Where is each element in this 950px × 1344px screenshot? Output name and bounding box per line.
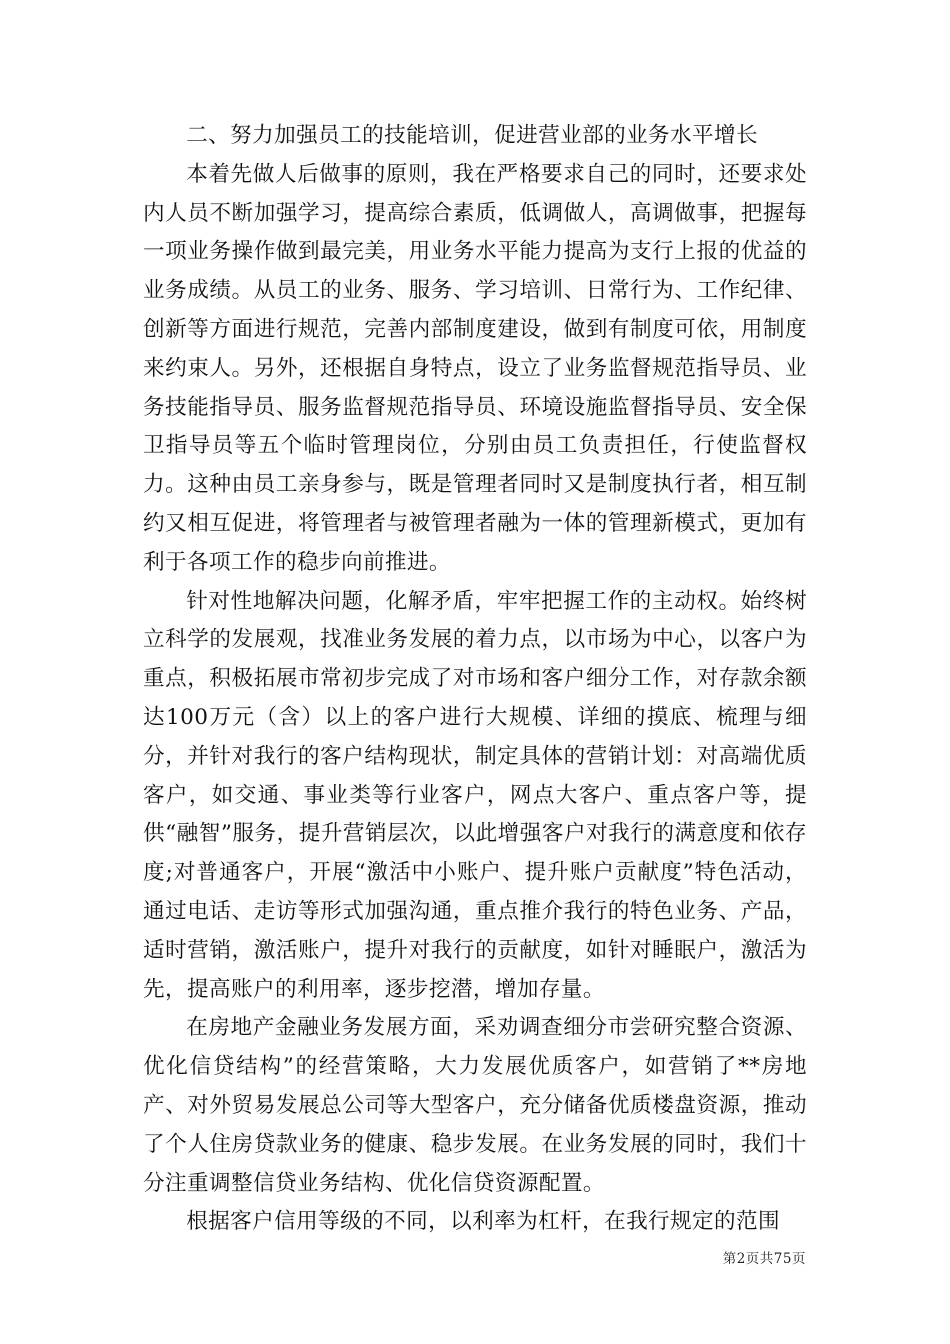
- section-heading-paragraph: 二、努力加强员工的技能培训，促进营业部的业务水平增长: [186, 123, 759, 148]
- body-paragraph-customer-segmentation: 针对性地解决问题，化解矛盾，牢牢把握工作的主动权。始终树立科学的发展观，找准业务发展的着力点，以市场为中心，以客户为重点，积极拓展市常初步完成了对市场和客户细分工作，对存款余额达100万元（含）以上的客户进行大规模、详细的摸底、梳理与细分，并针对我行的客户结构现状，制定具体的营销计划：对高端优质客户，如交通、事业类等行业客户，网点大客户、重点客户等，提供“融智”服务，提升营销层次，以此增强客户对我行的满意度和依存度;对普通客户，开展“激活中小账户、提升账户贡献度”特色活动，通过电话、走访等形式加强沟通，重点推介我行的特色业务、产品，适时营销，激活账户，提升对我行的贡献度，如针对睡眠户，激活为先，提高账户的利用率，逐步挖潜，增加存量。: [143, 588, 807, 1002]
- body-paragraph-real-estate-finance: 在房地产金融业务发展方面，采劝调查细分市尝研究整合资源、优化信贷结构”的经营策略，大力发展优质客户，如营销了**房地产、对外贸易发展总公司等大型客户，充分储备优质楼盘资源，推动了个人住房贷款业务的健康、稳步发展。在业务发展的同时，我们十分注重调整信贷业务结构、优化信贷资源配置。: [143, 1015, 807, 1196]
- page-number-footer: 第2页共75页: [722, 1251, 806, 1267]
- document-body: [143, 117, 807, 1242]
- body-paragraph-credit-rating: 根据客户信用等级的不同，以利率为杠杆，在我行规定的范围: [186, 1209, 781, 1235]
- body-paragraph-staff-training: 本着先做人后做事的原则，我在严格要求自己的同时，还要求处内人员不断加强学习，提高综合素质，低调做人，高调做事，把握每一项业务操作做到最完美，用业务水平能力提高为支行上报的优益的业务成绩。从员工的业务、服务、学习培训、日常行为、工作纪律、创新等方面进行规范，完善内部制度建设，做到有制度可依，用制度来约束人。另外，还根据自身特点，设立了业务监督规范指导员、业务技能指导员、服务监督规范指导员、环境设施监督指导员、安全保卫指导员等五个临时管理岗位，分别由员工负责担任，行使监督权力。这种由员工亲身参与，既是管理者同时又是制度执行者，相互制约又相互促进，将管理者与被管理者融为一体的管理新模式，更加有利于各项工作的稳步向前推进。: [143, 161, 807, 575]
